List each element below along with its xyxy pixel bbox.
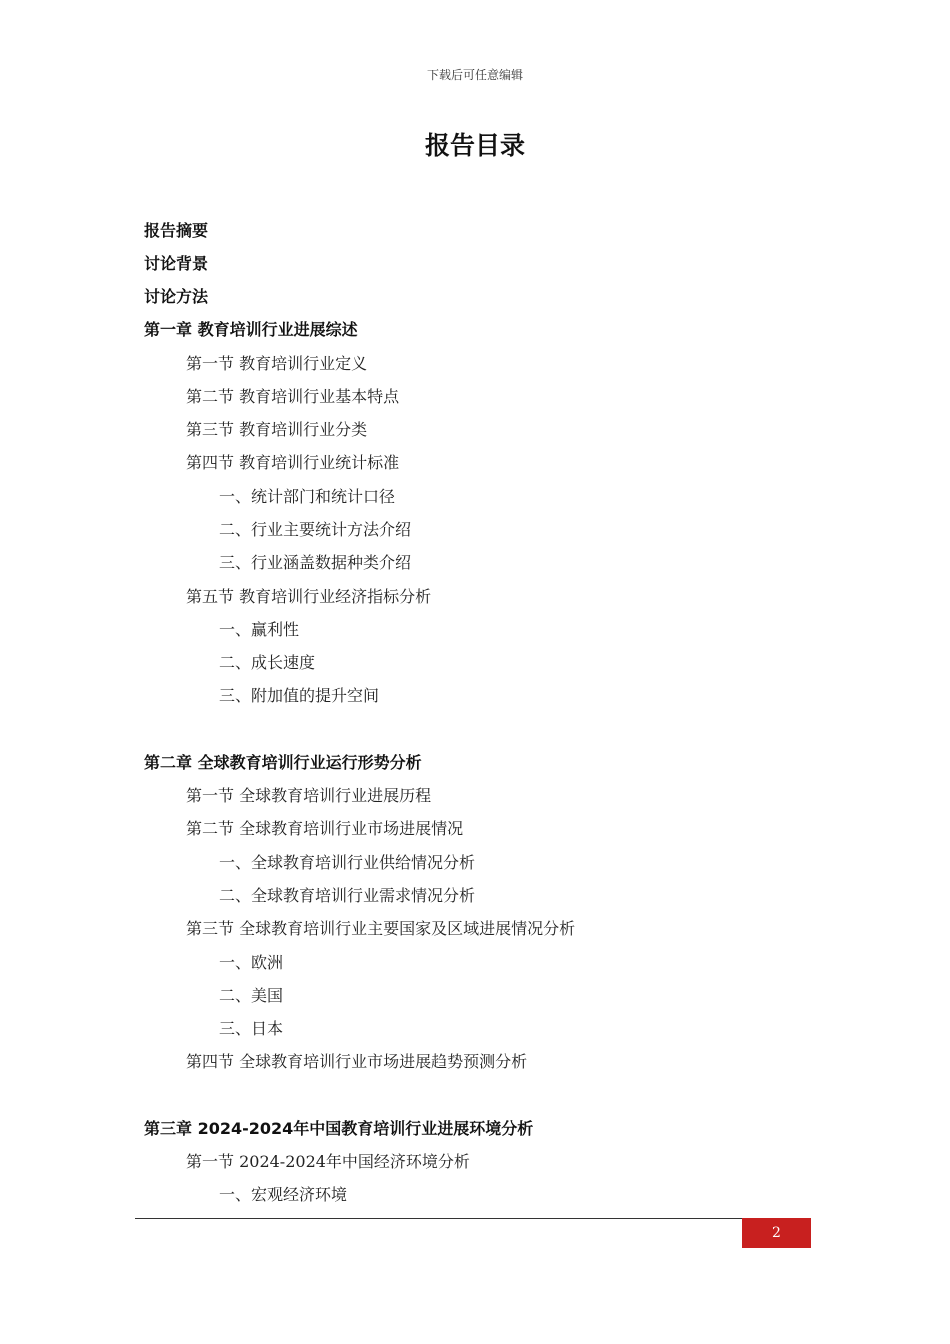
toc-item-2-3-1[interactable]: 一、欧洲 xyxy=(219,953,284,972)
toc-item-2-3-3[interactable]: 三、日本 xyxy=(219,1019,284,1038)
toc-item-1-5-1[interactable]: 一、赢利性 xyxy=(219,620,300,639)
footer-divider xyxy=(135,1218,742,1219)
toc-item-1-5-3[interactable]: 三、附加值的提升空间 xyxy=(219,686,380,705)
toc-section-2-3[interactable]: 第三节 全球教育培训行业主要国家及区域进展情况分析 xyxy=(186,919,576,938)
toc-item-3-1-1[interactable]: 一、宏观经济环境 xyxy=(219,1185,348,1204)
toc-item-1-4-2[interactable]: 二、行业主要统计方法介绍 xyxy=(219,520,412,539)
toc-item-1-4-1[interactable]: 一、统计部门和统计口径 xyxy=(219,487,396,506)
toc-section-1-4[interactable]: 第四节 教育培训行业统计标准 xyxy=(186,453,400,472)
toc-item-1-4-3[interactable]: 三、行业涵盖数据种类介绍 xyxy=(219,553,412,572)
toc-section-1-3[interactable]: 第三节 教育培训行业分类 xyxy=(186,420,368,439)
toc-item-2-3-2[interactable]: 二、美国 xyxy=(219,986,284,1005)
toc-section-1-1[interactable]: 第一节 教育培训行业定义 xyxy=(186,354,368,373)
toc-item-1-5-2[interactable]: 二、成长速度 xyxy=(219,653,316,672)
toc-section-3-1[interactable]: 第一节 2024-2024年中国经济环境分析 xyxy=(186,1152,470,1171)
header-note: 下载后可任意编辑 xyxy=(426,68,523,82)
toc-item-background[interactable]: 讨论背景 xyxy=(144,254,209,273)
toc-item-2-2-2[interactable]: 二、全球教育培训行业需求情况分析 xyxy=(219,886,476,905)
toc-section-2-4[interactable]: 第四节 全球教育培训行业市场进展趋势预测分析 xyxy=(186,1052,528,1071)
page-number-badge: 2 xyxy=(742,1218,811,1248)
toc-chapter-2[interactable]: 第二章 全球教育培训行业运行形势分析 xyxy=(144,753,422,772)
toc-chapter-3[interactable]: 第三章 2024-2024年中国教育培训行业进展环境分析 xyxy=(144,1119,534,1138)
toc-section-2-1[interactable]: 第一节 全球教育培训行业进展历程 xyxy=(186,786,432,805)
toc-item-summary[interactable]: 报告摘要 xyxy=(144,221,209,240)
toc-section-2-2[interactable]: 第二节 全球教育培训行业市场进展情况 xyxy=(186,819,464,838)
toc-item-method[interactable]: 讨论方法 xyxy=(144,287,209,306)
toc-chapter-1[interactable]: 第一章 教育培训行业进展综述 xyxy=(144,320,358,339)
toc-section-1-2[interactable]: 第二节 教育培训行业基本特点 xyxy=(186,387,400,406)
page-title: 报告目录 xyxy=(424,131,525,160)
toc-item-2-2-1[interactable]: 一、全球教育培训行业供给情况分析 xyxy=(219,853,476,872)
toc-section-1-5[interactable]: 第五节 教育培训行业经济指标分析 xyxy=(186,587,432,606)
